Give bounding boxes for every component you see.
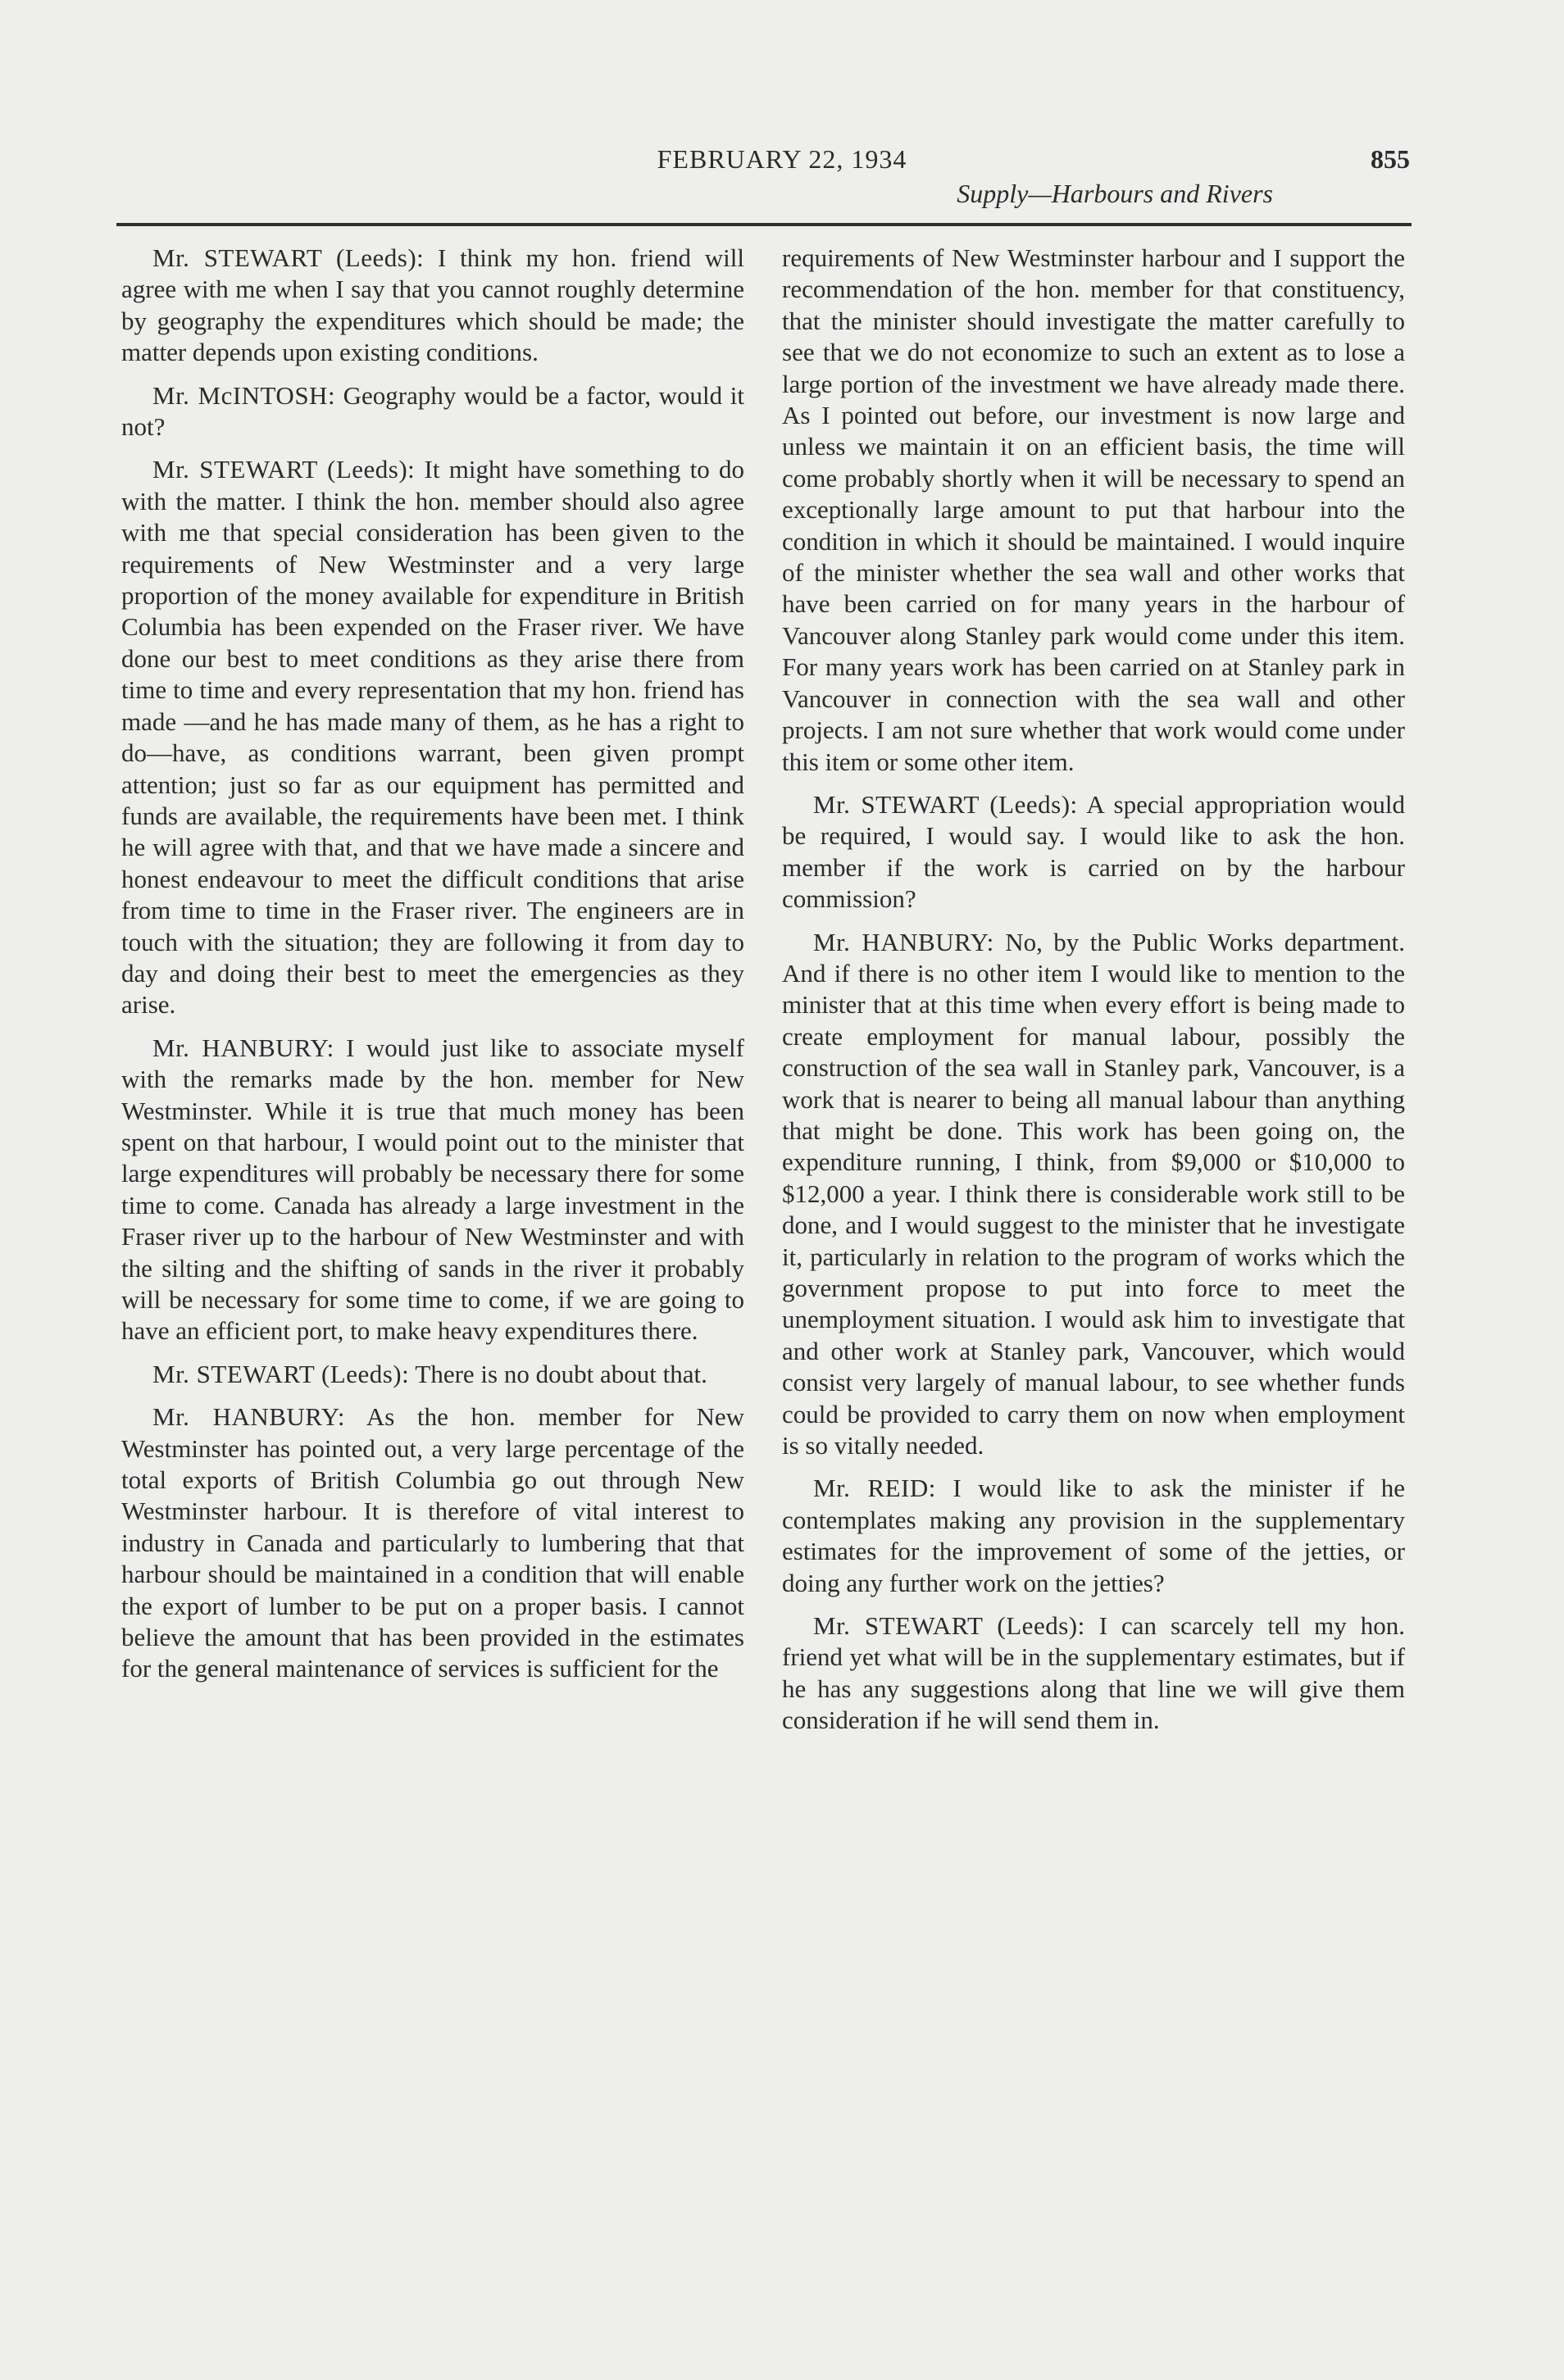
speaker-name: Mr. REID:	[813, 1474, 936, 1503]
speaker-name: Mr. STEWART (Leeds):	[152, 455, 416, 484]
paragraph-text: As the hon. member for New Westminster has pointed out, a very large percentage of the total exports of British Columbia go out through New Westminster harbour. It is therefore of vital interest to industry in Canada and particularly to lumbering that that harbour should be maintained in a condition that will enable the export of lumber to be put on a proper basis. I cannot believe the amount that has been provided in the estimates for the general maintenance of services is sufficient for the	[121, 1402, 744, 1683]
speaker-name: Mr. STEWART (Leeds):	[152, 1359, 410, 1388]
paragraph-text: Geography would be a factor, would it not?	[121, 380, 744, 442]
paragraph-text: I would like to ask the minister if he contemplates making any provision in the supplementary estimates for the improvement of some of the jetties, or doing any further work on the jetties?	[782, 1474, 1405, 1597]
paragraph-text: I think my hon. friend will agree with me when I say that you cannot roughly determine by geography the expenditures which should be made; the matter depends upon existing conditions.	[121, 243, 744, 367]
page-number: 855	[1371, 144, 1410, 174]
paragraph-text: I would just like to associate myself with the remarks made by the hon. member for New Westminster. While it is true that much money has been spent on that harbour, I would point out to the minister that large expenditures will probably be necessary there for some time to come. Canada has already a large investment in the Fraser river up to the harbour of New Westminster and with the silting and the shifting of sands in the river it probably will be necessary for some time to come, if we are going to have an efficient port, to make heavy expenditures there.	[121, 1033, 744, 1346]
paragraph-text: I can scarcely tell my hon. friend yet what will be in the supplementary estimates, but if he has any suggestions along that line we will give them consideration if he will send them in.	[782, 1611, 1405, 1735]
paragraph	[782, 927, 1405, 1462]
paragraph-text: A special appropriation would be required, I would say. I would like to ask the hon. member if the work is carried on by the harbour commission?	[782, 789, 1406, 914]
paragraph-text: It might have something to do with the matter. I think the hon. member should also agree with me that special consideration has been given to the requirements of New Westminster and a very large proportion of the money available for expenditure in British Columbia has been expended on the Fraser river. We have done our best to meet conditions as they arise there from time to time and every representation that my hon. friend has made —and he has made many of them, as he has a right to do—have, as conditions warrant, been given prompt attention; just so far as our equipment has permitted and funds are available, the requirements have been met. I think he will agree with that, and that we have made a sincere and honest endeavour to meet the difficult conditions that arise from time to time in the Fraser river. The engineers are in touch with the situation; they are following it from day to day and doing their best to meet the emergencies as they arise.	[121, 455, 745, 1020]
speaker-name: Mr. HANBURY:	[152, 1402, 345, 1432]
speaker-name: Mr. HANBURY:	[152, 1033, 334, 1062]
paragraph	[121, 1401, 744, 1685]
paragraph	[121, 1359, 744, 1390]
paragraph-text: No, by the Public Works department. And if there is no other item I would like to mention to the minister that at this time when every effort is being made to create employment for manual labour, possibly the construction of the sea wall in Stanley park, Vancouver, is a work that is nearer to being all manual labour than anything that might be done. This work has been going on, the expenditure running, I think, from $9,000 or $10,000 to $12,000 a year. I think there is considerable work still to be done, and I would suggest to the minister that he investigate it, particularly in relation to the program of works which the government propose to put into force to meet the unemployment situation. I would ask him to investigate that and other work at Stanley park, Vancouver, which would consist very largely of manual labour, to see whether funds could be provided to carry them on now when employment is so vitally needed.	[782, 927, 1405, 1460]
header-date: FEBRUARY 22, 1934	[657, 144, 907, 174]
speaker-name: Mr. STEWART (Leeds):	[152, 243, 425, 272]
paragraph	[782, 789, 1405, 915]
speaker-name: Mr. McINTOSH:	[152, 380, 336, 410]
paragraph	[782, 1473, 1405, 1599]
paragraph-text: requirements of New Westminster harbour and I support the recommendation of the hon. member for that constituency, that the minister should investigate the matter carefully to see that we do not economize to such an extent as to lose a large portion of the investment we have already made there. As I pointed out before, our investment is now large and unless we maintain it on an efficient basis, the time will come probably shortly when it will be necessary to spend an exceptionally large amount to put that harbour into the condition in which it should be maintained. I would inquire of the minister whether the sea wall and other works that have been carried on for many years in the harbour of Vancouver along Stanley park would come under this item. For many years work has been carried on at Stanley park in Vancouver in connection with the sea wall and other projects. I am not sure whether that work would come under this item or some other item.	[782, 243, 1405, 776]
header-subtitle: Supply—Harbours and Rivers	[957, 179, 1273, 208]
paragraph-continued	[782, 243, 1405, 778]
paragraph	[121, 243, 744, 369]
paragraph	[782, 1610, 1405, 1737]
speaker-name: Mr. STEWART (Leeds):	[813, 789, 1078, 819]
paragraph	[121, 1033, 744, 1347]
speaker-name: Mr. HANBURY:	[813, 927, 994, 956]
paragraph	[121, 454, 744, 1020]
paragraph	[121, 380, 744, 443]
header-rule	[116, 223, 1412, 226]
left-column	[121, 243, 744, 1696]
speaker-name: Mr. STEWART (Leeds):	[813, 1611, 1085, 1641]
paragraph-text: There is no doubt about that.	[409, 1359, 707, 1388]
right-column	[782, 243, 1405, 1748]
